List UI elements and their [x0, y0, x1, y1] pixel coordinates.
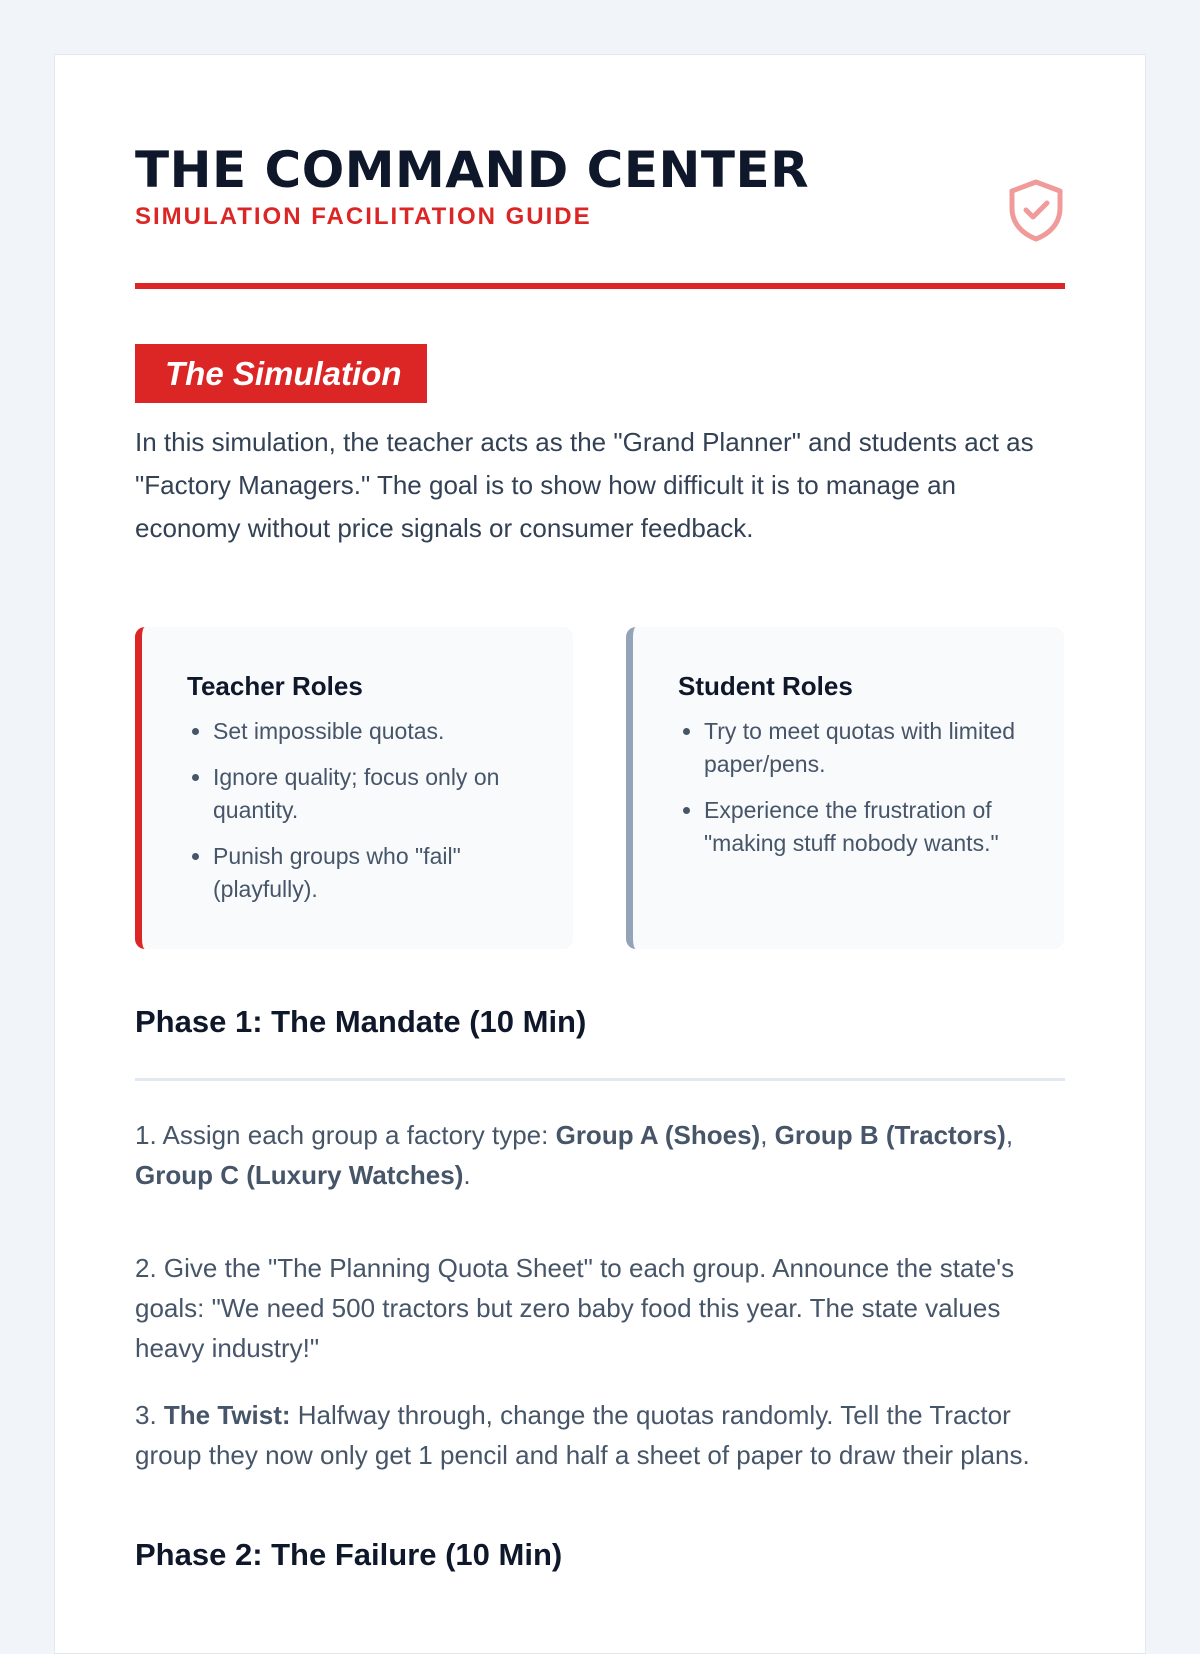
group-b-label: Group B (Tractors) [774, 1120, 1006, 1150]
phase-2-heading: Phase 2: The Failure (10 Min) [135, 1537, 563, 1572]
document-title: THE COMMAND CENTER [135, 141, 810, 199]
document-subtitle: SIMULATION FACILITATION GUIDE [135, 203, 592, 230]
phase-1-divider [135, 1078, 1065, 1081]
list-item: • Try to meet quotas with limited paper/pens. [704, 715, 1034, 781]
twist-label: The Twist: [163, 1400, 291, 1430]
list-item: • Punish groups who "fail" (playfully). [213, 840, 543, 906]
student-roles-title: Student Roles [678, 671, 853, 701]
document-page [54, 54, 1146, 1654]
group-a-label: Group A (Shoes) [555, 1120, 761, 1150]
list-item: • Set impossible quotas. [213, 715, 543, 748]
teacher-roles-card [135, 627, 573, 949]
student-roles-card [626, 627, 1064, 949]
title-divider [135, 283, 1065, 289]
list-item: • Experience the frustration of "making stuff nobody wants." [704, 794, 1034, 860]
intro-paragraph: In this simulation, the teacher acts as the "Grand Planner" and students act as "Factory Managers." The goal is to show how difficult it is to manage an economy without price signals or consumer feedback. [135, 427, 1034, 543]
phase-1-heading: Phase 1: The Mandate (10 Min) [135, 1004, 587, 1039]
step-1-prefix: 1. Assign each group a factory type: [135, 1120, 556, 1150]
step-3-prefix: 3. [135, 1400, 164, 1430]
shield-check-icon [1005, 178, 1067, 242]
phase-1-step-2: 2. Give the "The Planning Quota Sheet" to each group. Announce the state's goals: "We need 500 tractors but zero baby food this year. The state values heavy industry!" [135, 1253, 1015, 1363]
step-3-text: Halfway through, change the quotas randomly. Tell the Tractor group they now only get 1 pencil and half a sheet of paper to draw their plans. [135, 1400, 1030, 1470]
separator: , [1005, 1120, 1014, 1150]
teacher-roles-title: Teacher Roles [187, 671, 363, 701]
list-item: • Ignore quality; focus only on quantity. [213, 761, 543, 827]
teacher-roles-list [187, 715, 543, 906]
separator: , [760, 1120, 775, 1150]
phase-1-step-1 [135, 1115, 1065, 1195]
student-roles-list [678, 715, 1034, 860]
group-c-label: Group C (Luxury Watches) [135, 1160, 464, 1190]
section-banner-label: The Simulation [165, 354, 402, 392]
section-banner-simulation [135, 344, 427, 403]
document-header [135, 140, 1065, 232]
step-1-end: . [463, 1160, 471, 1190]
phase-1-step-3 [135, 1395, 1065, 1475]
